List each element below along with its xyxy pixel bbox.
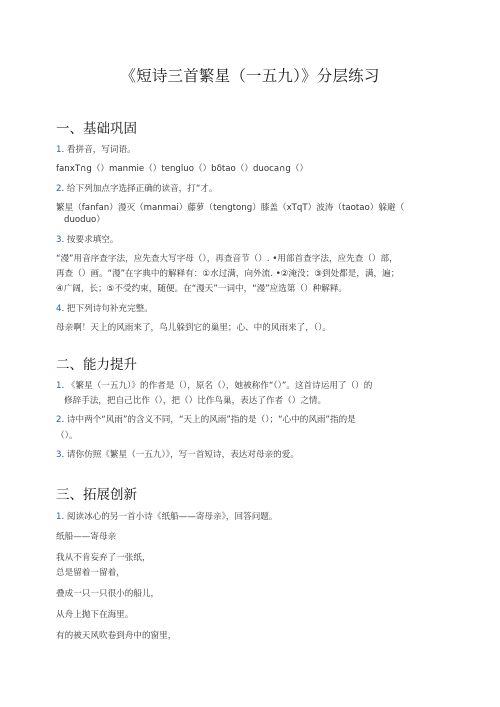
question-number: 4: [56, 304, 62, 314]
page-title: 《短诗三首繁星（一五九）》分层练习: [120, 67, 380, 85]
question-text-continued: （）。: [56, 431, 78, 441]
reading-options-line: 繁星（fanfan）漫灭（manmai）藤萝（tengtong）膝盖（xTqT）波涛（taotao）躲避（: [56, 203, 405, 213]
fill-blank-line: 再查（）画。“漫”在字典中的解释有：①水过满，向外流. •②淹没；③到处都是，满，遍；: [56, 269, 400, 279]
question-number: 1: [56, 145, 62, 155]
question-number: 2: [56, 415, 62, 425]
question-number: 3: [56, 450, 62, 460]
question-1: [56, 511, 448, 523]
question-1: [56, 380, 448, 392]
question-number: 3: [56, 235, 62, 245]
question-number: 1: [56, 512, 62, 522]
question-3: [56, 449, 448, 461]
section-heading-basics: 一、基础巩固: [56, 121, 137, 137]
question-text: . 给下列加点字选择正确的读音，打“才。: [61, 184, 218, 194]
question-text: . 诗中两个“风雨”的含义不同，“天上的风雨”指的是（）；“心中的风雨”指的是: [61, 415, 356, 425]
question-text: . 阅读冰心的另一首小诗《纸船——寄母亲》，回答问题。: [61, 512, 278, 522]
poem-line: 从舟上抛下在海里。: [56, 610, 134, 620]
question-text-continued: 修辞手法，把自己比作（），把（）比作鸟巢，表达了作者（）之情。: [64, 396, 327, 406]
question-text: . 看拼音，写词语。: [61, 145, 136, 155]
question-number: 1: [56, 381, 62, 391]
question-4: [56, 303, 448, 315]
question-1: [56, 144, 448, 156]
question-3: [56, 234, 448, 246]
question-text: . 按要求填空。: [61, 235, 119, 245]
question-2: [56, 183, 448, 195]
question-2: [56, 414, 448, 426]
question-number: 2: [56, 184, 62, 194]
question-text: . 把下列诗句补充完整。: [61, 304, 153, 314]
section-heading-extension: 三、拓展创新: [56, 487, 137, 503]
fill-blank-line: “漫”用音序查字法，应先查大写字母（），再查音节（）. •用部首查字法，应先查（）部，: [56, 254, 398, 264]
poem-line: 有的被天风吹卷到舟中的窗里，: [56, 631, 177, 641]
section-heading-ability: 二、能力提升: [56, 357, 137, 373]
poem-line: 我从不肯妄弃了一张纸，: [56, 553, 151, 563]
poem-line: 总是留着一留着，: [56, 568, 125, 578]
pinyin-line: fanxT∩g（）manmie（）tengluo（）bδtao（）duoca∩g（）: [56, 164, 309, 174]
fill-blank-line: ④广阔，长；⑤不受约束，随便。在“漫天”一词中，“漫”应选第（）种解释。: [56, 284, 348, 294]
reading-options-line: duoduo）: [64, 215, 105, 225]
poem-title: 纸船——寄母亲: [56, 532, 117, 542]
question-text: . 请你仿照《繁星（一五九）》，写一首短诗，表达对母亲的爱。: [61, 450, 299, 460]
poem-line: 叠成一只一只很小的船儿，: [56, 589, 160, 599]
poem-completion-line: 母亲啊！天上的风雨来了，鸟儿躲到它的巢里；心、中的风雨来了，（）。: [56, 323, 331, 333]
question-text: . 《繁星（一五九）》的作者是（），原名（），她被称作“（）”。这首诗运用了（）的: [61, 381, 373, 391]
